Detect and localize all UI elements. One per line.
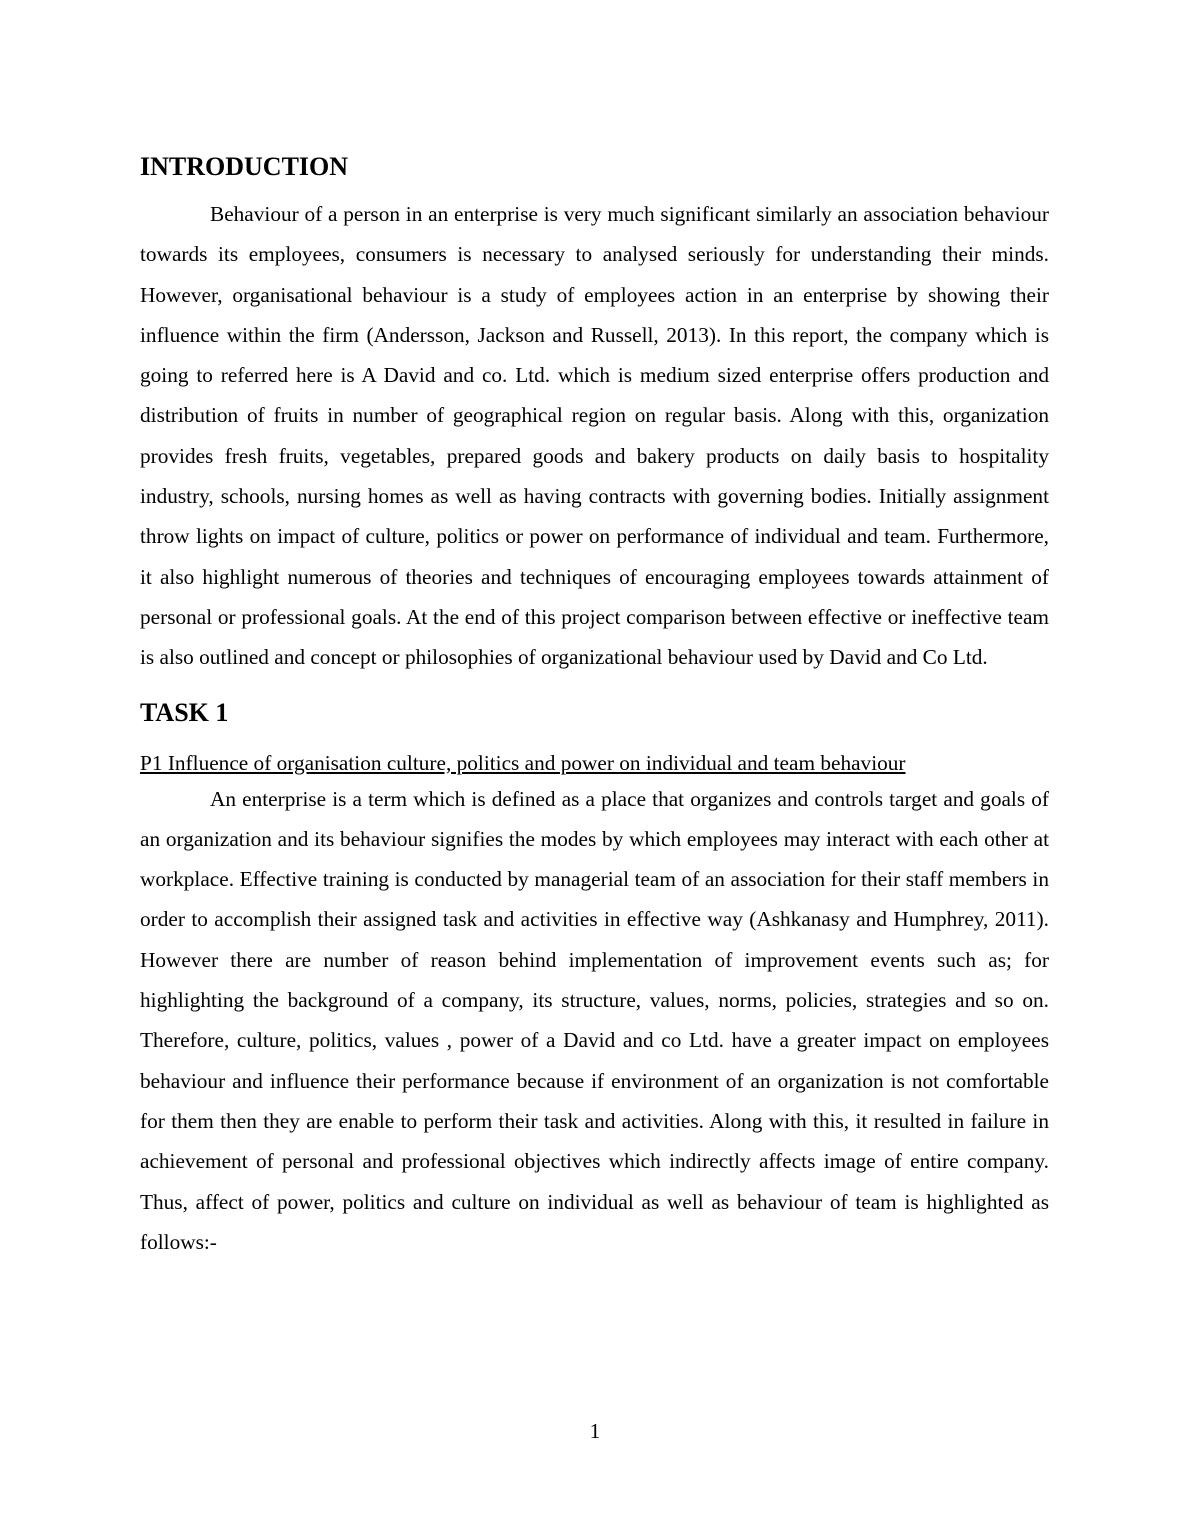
page-number: 1 xyxy=(589,1419,601,1443)
task-heading: TASK 1 xyxy=(140,697,229,727)
p1-subheading: P1 Influence of organisation culture, politics and power on individual and team behaviour xyxy=(140,750,906,775)
page-content xyxy=(140,148,1049,1262)
introduction-paragraph: Behaviour of a person in an enterprise is very much significant similarly an association behaviour towards its employees, consumers is necessary to analysed seriously for understanding their minds. However, organisational behaviour is a study of employees action in an enterprise by showing their influence within the firm (Andersson, Jackson and Russell, 2013). In this report, the company which is going to referred here is A David and co. Ltd. which is medium sized enterprise offers production and distribution of fruits in number of geographical region on regular basis. Along with this, organization provides fresh fruits, vegetables, prepared goods and bakery products on daily basis to hospitality industry, schools, nursing homes as well as having contracts with governing bodies. Initially assignment throw lights on impact of culture, politics or power on performance of individual and team. Furthermore, it also highlight numerous of theories and techniques of encouraging employees towards attainment of personal or professional goals. At the end of this project comparison between effective or ineffective team is also outlined and concept or philosophies of organizational behaviour used by David and Co Ltd. xyxy=(140,202,1049,670)
introduction-heading: INTRODUCTION xyxy=(140,152,349,181)
p1-paragraph: An enterprise is a term which is defined as a place that organizes and controls target and goals of an organization and its behaviour signifies the modes by which employees may interact with each other at workplace. Effective training is conducted by managerial team of an association for their staff members in order to accomplish their assigned task and activities in effective way (Ashkanasy and Humphrey, 2011). However there are number of reason behind implementation of improvement events such as; for highlighting the background of a company, its structure, values, norms, policies, strategies and so on. Therefore, culture, politics, values , power of a David and co Ltd. have a greater impact on employees behaviour and influence their performance because if environment of an organization is not comfortable for them then they are enable to perform their task and activities. Along with this, it resulted in failure in achievement of personal and professional objectives which indirectly affects image of entire company. Thus, affect of power, politics and culture on individual as well as behaviour of team is highlighted as follows:- xyxy=(140,786,1049,1254)
